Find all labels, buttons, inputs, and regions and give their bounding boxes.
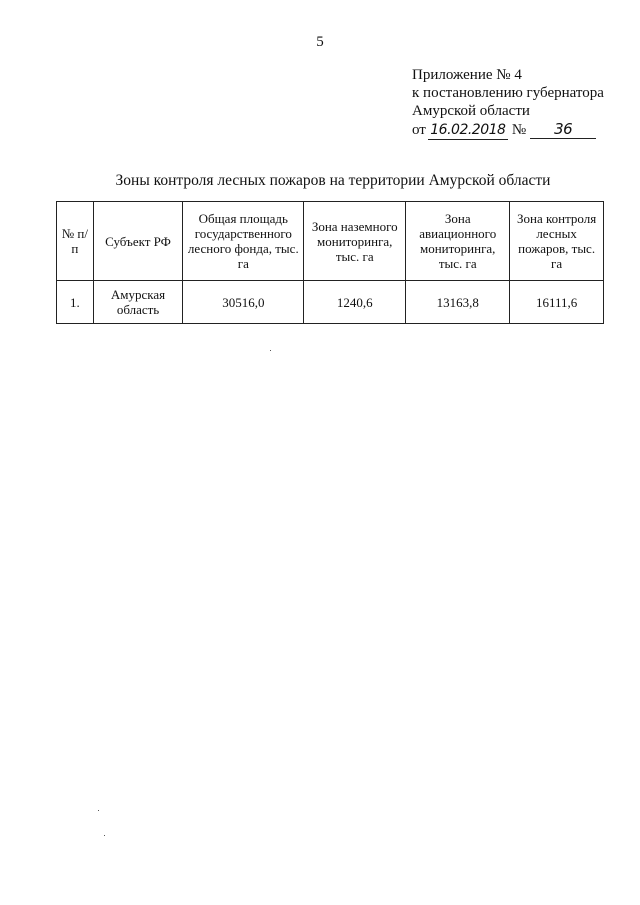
header-total-area: Общая площадь государственного лесного фонда, тыс. га bbox=[183, 202, 304, 281]
appendix-date-line bbox=[412, 120, 604, 140]
appendix-reference: к постановлению губернатора bbox=[412, 85, 604, 101]
appendix-region: Амурской области bbox=[412, 103, 530, 119]
scan-speck bbox=[98, 810, 99, 811]
appendix-block bbox=[412, 66, 604, 140]
appendix-title: Приложение № 4 bbox=[412, 67, 522, 83]
header-subject: Субъект РФ bbox=[93, 202, 183, 281]
header-ground-monitoring: Зона наземного мониторинга, тыс. га bbox=[304, 202, 406, 281]
cell-aviation-monitoring: 13163,8 bbox=[406, 281, 510, 324]
date-prefix: от bbox=[412, 122, 426, 138]
header-fire-control: Зона контроля лесных пожаров, тыс. га bbox=[510, 202, 604, 281]
scan-speck bbox=[270, 350, 271, 351]
header-aviation-monitoring: Зона авиационного мониторинга, тыс. га bbox=[406, 202, 510, 281]
cell-subject: Амурская область bbox=[93, 281, 183, 324]
cell-total-area: 30516,0 bbox=[183, 281, 304, 324]
handwritten-number: 36 bbox=[530, 120, 596, 139]
scan-speck bbox=[104, 835, 105, 836]
header-number: № п/п bbox=[57, 202, 94, 281]
number-label: № bbox=[511, 122, 527, 138]
fire-zones-table bbox=[56, 201, 604, 324]
cell-fire-control: 16111,6 bbox=[510, 281, 604, 324]
page-number: 5 bbox=[316, 34, 324, 50]
handwritten-date: 16.02.2018 bbox=[428, 121, 508, 140]
document-title: Зоны контроля лесных пожаров на территории Амурской области bbox=[115, 172, 551, 189]
table-header-row bbox=[57, 202, 604, 281]
cell-number: 1. bbox=[57, 281, 94, 324]
cell-ground-monitoring: 1240,6 bbox=[304, 281, 406, 324]
table-row bbox=[57, 281, 604, 324]
